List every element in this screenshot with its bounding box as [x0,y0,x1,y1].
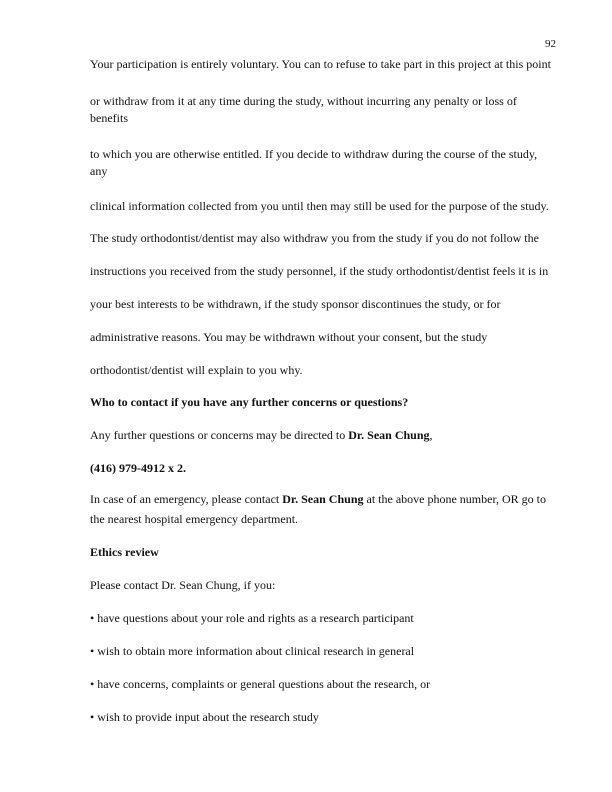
ethics-bullet: • have questions about your role and rights as a research participant [90,611,414,625]
body-line: clinical information collected from you until then may still be used for the purpose of the study. [90,199,549,213]
body-line: The study orthodontist/dentist may also withdraw you from the study if you do not follow the [90,231,539,245]
body-line: to which you are otherwise entitled. If you decide to withdraw during the course of the study, [90,147,538,161]
emergency-suffix: at the above phone number, OR go to [363,492,546,506]
body-line: or withdraw from it at any time during the study, without incurring any penalty or loss of [90,94,517,108]
page-number: 92 [545,38,556,50]
ethics-bullet: • have concerns, complaints or general questions about the research, or [90,677,431,691]
ethics-heading: Ethics review [90,545,159,559]
emergency-line [90,492,546,506]
contact-line-suffix: , [429,428,433,442]
emergency-line-2: the nearest hospital emergency department. [90,512,299,526]
contact-phone: (416) 979-4912 x 2. [90,461,186,475]
contact-name: Dr. Sean Chung [348,428,430,442]
body-line: orthodontist/dentist will explain to you why. [90,363,303,377]
emergency-contact-name: Dr. Sean Chung [282,492,364,506]
body-line: your best interests to be withdrawn, if the study sponsor discontinues the study, or for [90,297,501,311]
ethics-bullet: • wish to provide input about the research study [90,710,319,724]
contact-heading: Who to contact if you have any further concerns or questions? [90,395,409,409]
emergency-prefix: In case of an emergency, please contact [90,492,283,506]
body-line: Your participation is entirely voluntary. You can to refuse to take part in this project at this point [90,57,551,71]
contact-line-prefix: Any further questions or concerns may be directed to [90,428,349,442]
ethics-bullet: • wish to obtain more information about clinical research in general [90,644,415,658]
body-line: any [90,164,108,178]
ethics-intro: Please contact Dr. Sean Chung, if you: [90,578,276,592]
contact-line [90,428,433,442]
body-line: benefits [90,111,128,125]
body-line: administrative reasons. You may be withdrawn without your consent, but the study [90,330,488,344]
body-line: instructions you received from the study personnel, if the study orthodontist/dentist feels it is in [90,264,549,278]
